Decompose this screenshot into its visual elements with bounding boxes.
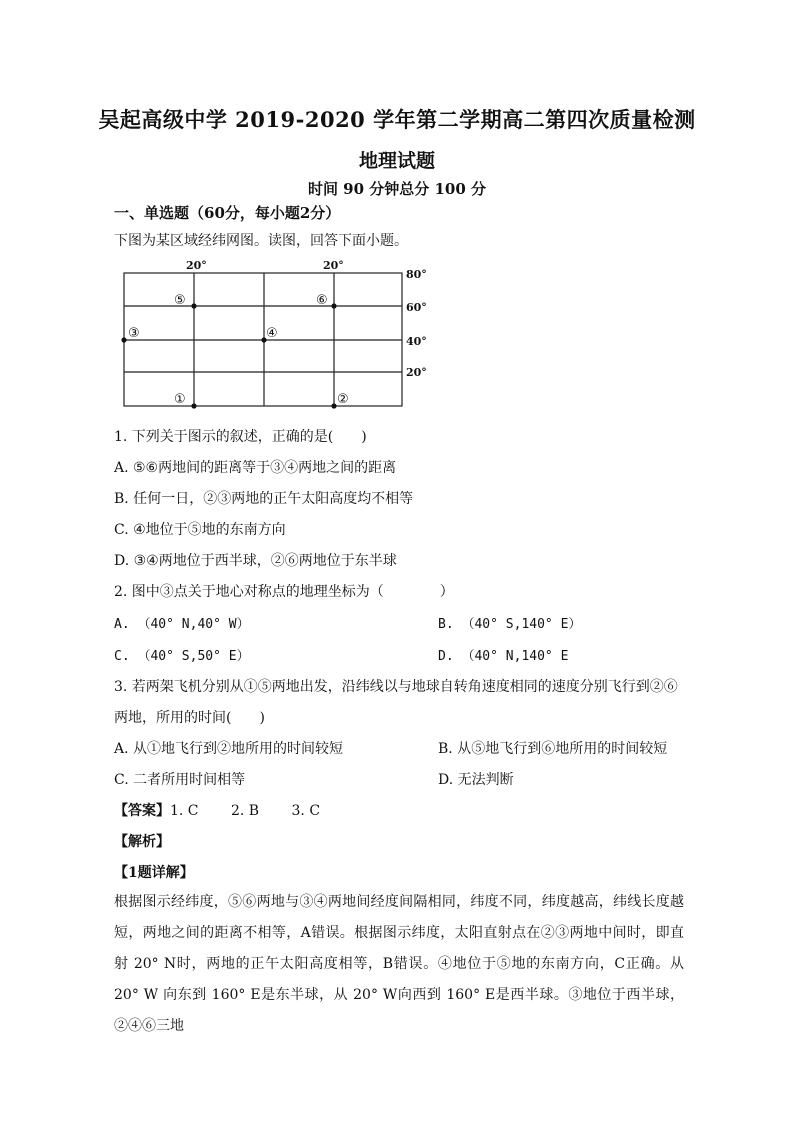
question-1-option-d: D. ③④两地位于西半球，②⑥两地位于东半球 <box>114 553 397 569</box>
document-title: 吴起高级中学 2019-2020 学年第二学期高二第四次质量检测 <box>98 107 696 132</box>
question-3-option-b: B. 从⑤地飞行到⑥地所用的时间较短 <box>438 741 668 757</box>
document-subtitle: 地理试题 <box>358 150 435 172</box>
question-2-stem: 2. 图中③点关于地心对称点的地理坐标为（ ） <box>114 584 454 600</box>
question-1-option-a: A. ⑤⑥两地间的距离等于③④两地之间的距离 <box>114 460 397 476</box>
question-3-option-c: C. 二者所用时间相等 <box>114 772 246 788</box>
point-6-label: ⑥ <box>316 293 328 308</box>
lat-label-80: 80° <box>406 268 427 281</box>
question-1-option-c: C. ④地位于⑤地的东南方向 <box>114 522 286 538</box>
point-3-dot <box>121 337 126 342</box>
graticule-map <box>110 256 440 414</box>
answer-line <box>114 800 320 820</box>
question-2-option-c: C. （40° S,50° E） <box>114 649 250 664</box>
top-label-2: 20° <box>323 259 344 272</box>
answer-values: 1. C 2. B 3. C <box>170 803 321 819</box>
detail-explanation: 根据图示经纬度，⑤⑥两地与③④两地间经度间隔相同，纬度不同，纬度越高，纬线长度越短，两地之间的距离不相等，A错误。根据图示纬度，太阳直射点在②③两地中间时，即直射 20° N时，两地的正午太阳高度相等，B错误。④地位于⑤地的东南方向，C正确。从 20° W 向东到 160° E是东半球，从 20° W向西到 160° E是西半球。③地位于西半球，②④⑥三地 <box>114 894 684 1034</box>
section-heading: 一、单选题（60分，每小题2分） <box>114 204 341 222</box>
question-1-option-b: B. 任何一日，②③两地的正午太阳高度均不相等 <box>114 491 414 507</box>
question-3-option-d: D. 无法判断 <box>438 772 514 788</box>
answer-label: 【答案】 <box>114 803 170 819</box>
point-1-label: ① <box>174 392 186 407</box>
top-label-1: 20° <box>186 259 207 272</box>
point-3-label: ③ <box>128 326 140 341</box>
point-2-label: ② <box>337 392 349 407</box>
point-1-dot <box>191 403 196 408</box>
point-5-label: ⑤ <box>174 293 186 308</box>
point-2-dot <box>331 403 336 408</box>
point-6-dot <box>331 303 336 308</box>
lat-label-20: 20° <box>406 366 427 379</box>
question-1-stem: 1. 下列关于图示的叙述，正确的是( ) <box>114 429 367 445</box>
question-2-option-b: B. （40° S,140° E） <box>438 617 582 632</box>
question-3-option-a: A. 从①地飞行到②地所用的时间较短 <box>114 741 344 757</box>
analysis-label: 【解析】 <box>114 834 170 850</box>
point-5-dot <box>191 303 196 308</box>
question-2-option-d: D. （40° N,140° E <box>438 649 569 664</box>
point-4-label: ④ <box>266 326 278 341</box>
question-3-stem: 3. 若两架飞机分别从①⑤两地出发，沿纬线以与地球自转角速度相同的速度分别飞行到②⑥ <box>114 679 678 695</box>
exam-meta: 时间 90 分钟总分 100 分 <box>307 180 487 198</box>
figure-intro: 下图为某区域经纬网图。读图，回答下面小题。 <box>114 233 408 249</box>
lat-label-40: 40° <box>406 335 427 348</box>
question-2-option-a: A. （40° N,40° W） <box>114 617 250 632</box>
lat-label-60: 60° <box>406 301 427 314</box>
detail-label: 【1题详解】 <box>114 865 194 881</box>
question-3-stem-continued: 两地，所用的时间( ) <box>114 710 265 726</box>
